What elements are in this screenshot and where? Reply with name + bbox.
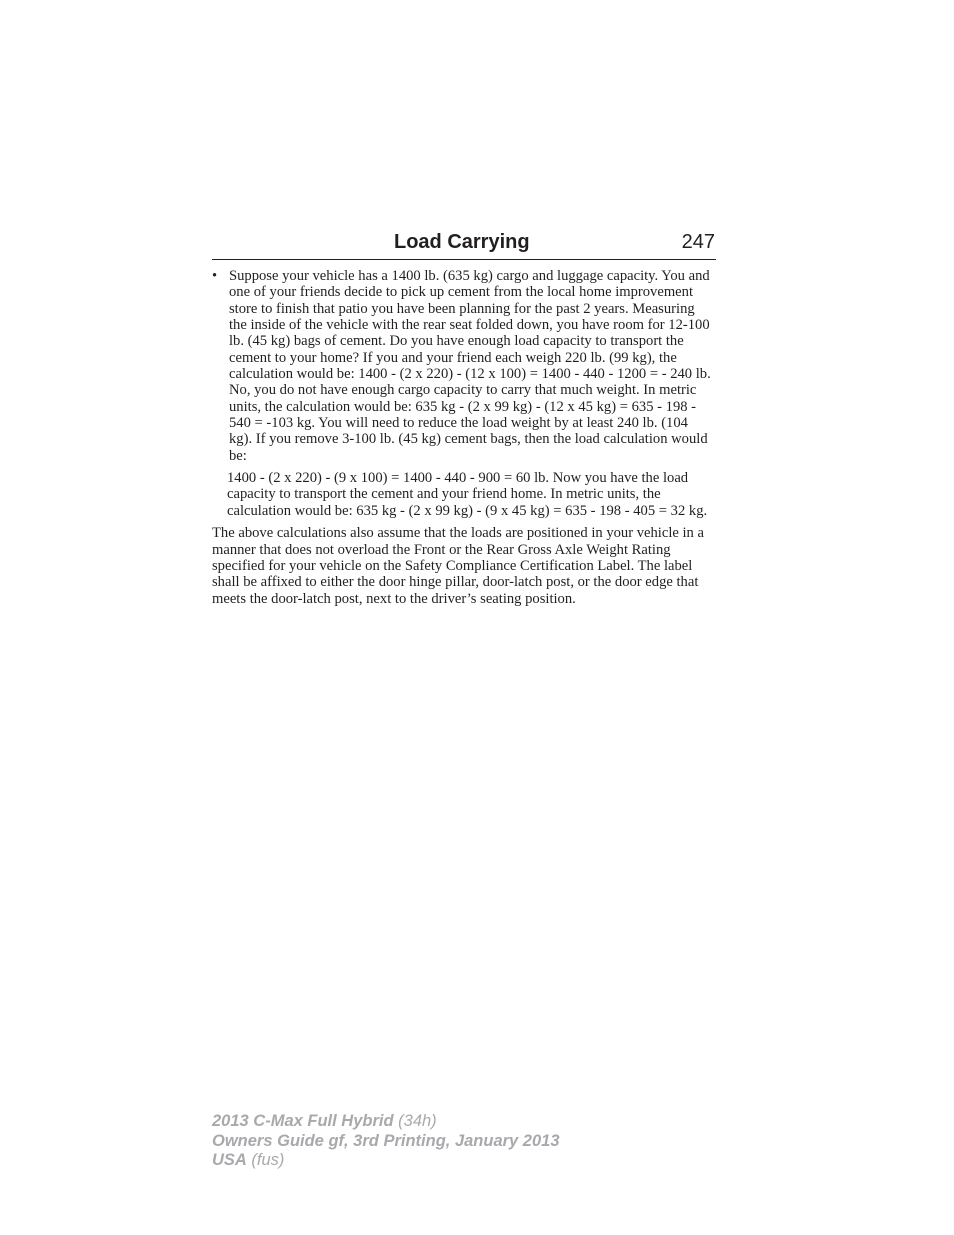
footer-market-code: (fus)	[246, 1151, 285, 1169]
page-number: 247	[681, 231, 715, 253]
page-header	[212, 228, 716, 260]
footer-line-market	[212, 1151, 560, 1171]
footer-market: USA	[212, 1151, 247, 1169]
bullet-icon: •	[212, 268, 218, 284]
bullet-paragraph: Suppose your vehicle has a 1400 lb. (635 kg) cargo and luggage capacity. You and one of your friends decide to pick up cement from the local home improvement store to finish that patio you have been planning for the past 2 years. Measuring the inside of the vehicle with the rear seat folded down, you have room for 12-100 lb. (45 kg) bags of cement. Do you have enough load capacity to transport the cement to your home? If you and your friend each weigh 220 lb. (99 kg), the calculation would be: 1400 - (2 x 220) - (12 x 100) = 1400 - 440 - 1200 = - 240 lb. No, you do not have enough cargo capacity to carry that much weight. In metric units, the calculation would be: 635 kg - (2 x 99 kg) - (12 x 45 kg) = 635 - 198 - 540 = -103 kg. You will need to reduce the load weight by at least 240 lb. (104 kg). If you remove 3-100 lb. (45 kg) cement bags, then the load calculation would be:	[229, 268, 711, 464]
section-title: Load Carrying	[394, 231, 530, 253]
page-footer	[212, 1112, 560, 1171]
bullet-item	[212, 268, 712, 464]
calculation-paragraph: 1400 - (2 x 220) - (9 x 100) = 1400 - 440 - 900 = 60 lb. Now you have the load capacity to transport the cement and your friend home. In metric units, the calculation would be: 635 kg - (2 x 99 kg) - (9 x 45 kg) = 635 - 198 - 405 = 32 kg.	[227, 470, 708, 519]
page-body	[212, 268, 712, 607]
footer-model: 2013 C-Max Full Hybrid	[212, 1112, 394, 1130]
footer-printing: Owners Guide gf, 3rd Printing, January 2013	[212, 1131, 560, 1150]
footer-line-printing	[212, 1132, 560, 1152]
footer-line-model	[212, 1112, 560, 1132]
footer-model-code: (34h)	[393, 1112, 437, 1130]
closing-paragraph: The above calculations also assume that the loads are positioned in your vehicle in a manner that does not overload the Front or the Rear Gross Axle Weight Rating specified for your vehicle on the Safety Compliance Certification Label. The label shall be affixed to either the door hinge pillar, door-latch post, or the door edge that meets the door-latch post, next to the driver’s seating position.	[212, 525, 704, 607]
